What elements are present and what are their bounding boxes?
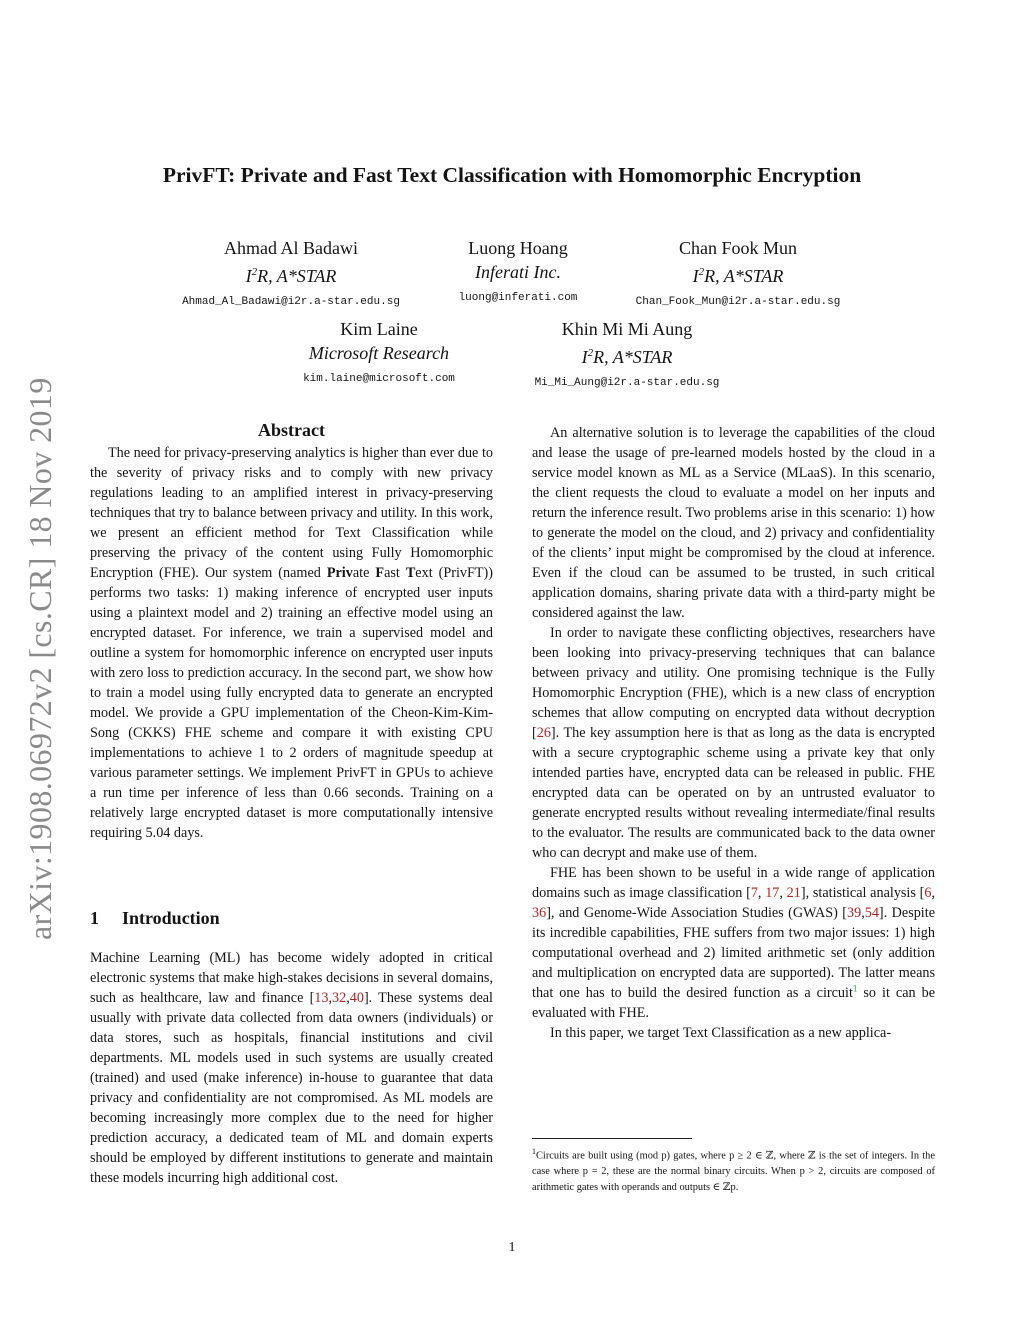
abstract-heading: Abstract — [258, 420, 325, 440]
abstract-body — [90, 443, 493, 843]
author-block — [588, 236, 888, 310]
author-affiliation: Microsoft Research — [308, 343, 450, 363]
author-affiliation: $I^2R$, A*STAR — [692, 266, 784, 286]
author-email[interactable]: kim.laine@microsoft.com — [303, 373, 455, 385]
citation-link[interactable]: 54 — [864, 905, 879, 921]
author-affiliation: Inferati Inc. — [475, 262, 561, 282]
citation-link[interactable]: 7 — [750, 885, 758, 901]
footnote — [532, 1144, 935, 1196]
citation-link[interactable]: 13 — [314, 990, 329, 1006]
citation-link[interactable]: 17 — [765, 885, 780, 901]
author-affiliation: $I^2R$, A*STAR — [581, 347, 673, 367]
author-email[interactable]: Ahmad_Al_Badawi@i2r.a-star.edu.sg — [182, 296, 400, 308]
footnote-text: Circuits are built using (mod p) gates, where p ≥ 2 ∈ ℤ, where ℤ is the set of integers. In the case where p = 2, these are the normal binary circuits. When p > 2, circuits are composed of arithmetic gates with operands and outputs ∈ ℤp. — [532, 1150, 935, 1194]
section-number: 1 — [90, 908, 99, 928]
right-column-body — [532, 423, 935, 1043]
citation-link[interactable]: 32 — [332, 990, 347, 1006]
body-paragraph: In order to navigate these conflicting objectives, researchers have been looking into privacy-preserving techniques that can balance between privacy and utility. One promising technique is the Fully Homomorphic Encryption (FHE), which is a new class of encryption schemes that allow computing on encrypted data without decryption [26]. The key assumption here is that as long as the data is encrypted with a secure cryptographic scheme using a private key that only intended parties have, encrypted data can be released in public. FHE encrypted data can be operated on by an untrusted evaluator to generate encrypted results without revealing intermediate/final results to the evaluator. The results are communicated back to the data owner who can decrypt and make use of them. — [532, 625, 935, 861]
citation-link[interactable]: 40 — [349, 990, 364, 1006]
author-block — [477, 317, 777, 391]
author-name: Khin Mi Mi Aung — [561, 319, 693, 339]
author-name: Ahmad Al Badawi — [224, 238, 358, 258]
author-email[interactable]: Chan_Fook_Mun@i2r.a-star.edu.sg — [635, 296, 841, 308]
footnote-divider — [532, 1138, 692, 1139]
author-name: Chan Fook Mun — [678, 238, 797, 258]
citation-link[interactable]: 36 — [532, 905, 547, 921]
footnote-marker[interactable]: 1 — [852, 983, 858, 994]
section-heading-introduction — [90, 908, 220, 929]
body-paragraph: In this paper, we target Text Classification as a new applica- — [550, 1025, 892, 1041]
arxiv-identifier: arXiv:1908.06972v2 [cs.CR] 18 Nov 2019 — [22, 377, 58, 940]
author-email[interactable]: luong@inferati.com — [458, 292, 578, 304]
body-paragraph: FHE has been shown to be useful in a wide range of application domains such as image classification [7, 17, 21], statistical analysis [6, 36], and Genome-Wide Association Studies (GWAS) [39,54]. Despite its incredible capabilities, FHE suffers from two major issues: 1) high computational overhead and 2) limited arithmetic set (only addition and multiplication on encrypted data are supported). The latter means that one has to build the desired function as a circuit$^1$ so it can be evaluated with FHE. — [532, 865, 935, 1021]
citation-link[interactable]: 21 — [786, 885, 801, 901]
author-affiliation: $I^2R$, A*STAR — [245, 266, 337, 286]
body-paragraph: An alternative solution is to leverage the capabilities of the cloud and lease the usage of pre-learned models hosted by the cloud in a service model known as ML as a Service (MLaaS). In this scenario, the client requests the cloud to evaluate a model on her inputs and return the inference result. Two problems arise in this scenario: 1) how to generate the model on the cloud, and 2) privacy and confidentiality of the clients’ input might be compromised by the cloud at inference. Even if the cloud can be assumed to be trusted, in such critical application domains, sharing private data with a third-party might be considered against the law. — [532, 425, 935, 621]
paper-title: PrivFT: Private and Fast Text Classification with Homomorphic Encryption — [162, 163, 862, 187]
abstract-paragraph: The need for privacy-preserving analytics is higher than ever due to the severity of privacy risks and to comply with new privacy regulations leading to an amplified interest in privacy-preserving techniques that try to balance between privacy and utility. In this work, we present an efficient method for Text Classification while preserving the privacy of the content using Fully Homomorphic Encryption (FHE). Our system (named Private Fast Text (PrivFT)) performs two tasks: 1) making inference of encrypted user inputs using a plaintext model and 2) training an effective model using an encrypted dataset. For inference, we train a supervised model and outline a system for homomorphic inference on encrypted user inputs with zero loss to prediction accuracy. In the second part, we show how to train a model using fully encrypted data to generate an encrypted model. We provide a GPU implementation of the Cheon-Kim-Kim-Song (CKKS) FHE scheme and compare it with existing CPU implementations to achieve 1 to 2 orders of magnitude speedup at various parameter settings. We implement PrivFT in GPUs to achieve a run time per inference of less than 0.66 seconds. Training on a relatively large encrypted dataset is more computationally intensive requiring 5.04 days. — [90, 445, 494, 841]
introduction-body — [90, 948, 493, 1188]
citation-link[interactable]: 6 — [924, 885, 932, 901]
author-email[interactable]: Mi_Mi_Aung@i2r.a-star.edu.sg — [534, 377, 720, 389]
page-number: 1 — [508, 1240, 516, 1255]
citation-link[interactable]: 39 — [847, 905, 862, 921]
footnote-number: 1 — [532, 1147, 536, 1156]
section-title: Introduction — [122, 908, 220, 928]
intro-paragraph: Machine Learning (ML) has become widely adopted in critical electronic systems that make high-stakes decisions in several domains, such as healthcare, law and finance [13,32,40]. These systems deal usually with private data collected from data owners (individuals) or data stores, such as hospitals, financial institutions and civil departments. ML models used in such systems are usually created (trained) and used (make inference) in-house to guarantee that data privacy and confidentiality are not compromised. As ML models are becoming increasingly more complex due to the need for higher prediction accuracy, a dedicated team of ML and domain experts should be employed by different institutions to generate and maintain these models incurring high additional cost. — [90, 950, 494, 1186]
citation-link[interactable]: 26 — [536, 725, 551, 741]
author-name: Kim Laine — [340, 319, 418, 339]
author-name: Luong Hoang — [468, 238, 568, 258]
